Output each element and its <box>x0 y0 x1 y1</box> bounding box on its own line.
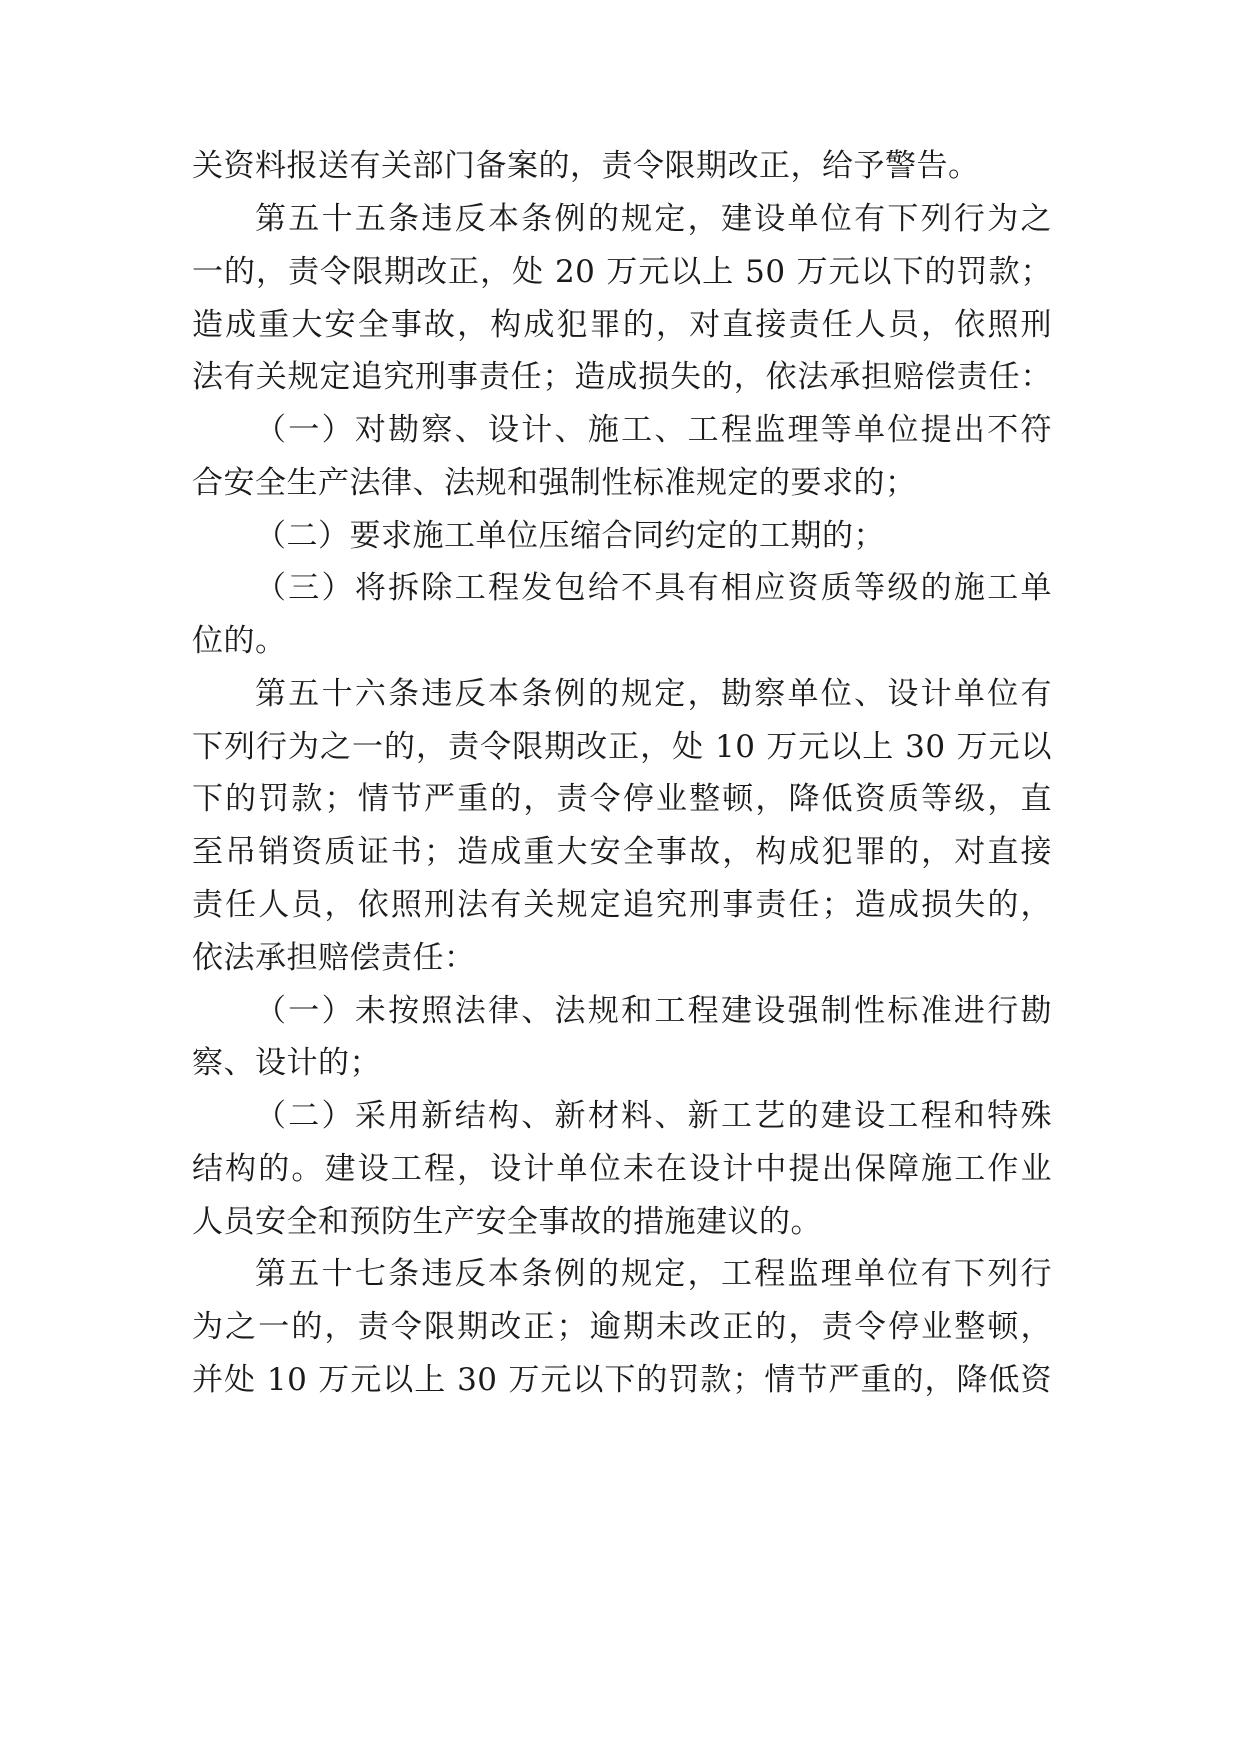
text-line: 一的，责令限期改正，处 20 万元以上 50 万元以下的罚款； <box>192 254 1052 290</box>
text-line: 位的。 <box>192 623 287 659</box>
text-line: 合安全生产法律、法规和强制性标准规定的要求的； <box>192 465 917 501</box>
text-line: 第五十五条违反本条例的规定，建设单位有下列行为之 <box>255 201 1052 237</box>
text-line: 下列行为之一的，责令限期改正，处 10 万元以上 30 万元以 <box>192 729 1052 765</box>
text-line: 第五十七条违反本条例的规定，工程监理单位有下列行 <box>255 1256 1052 1292</box>
text-line: 责任人员，依照刑法有关规定追究刑事责任；造成损失的， <box>192 887 1052 923</box>
text-line: （三）将拆除工程发包给不具有相应资质等级的施工单 <box>255 570 1052 606</box>
text-line: （一）未按照法律、法规和工程建设强制性标准进行勘 <box>255 993 1052 1029</box>
text-line: （二）要求施工单位压缩合同约定的工期的； <box>255 518 885 554</box>
text-line: 第五十六条违反本条例的规定，勘察单位、设计单位有 <box>255 676 1052 712</box>
text-line: 关资料报送有关部门备案的，责令限期改正，给予警告。 <box>192 148 980 184</box>
text-line: （二）采用新结构、新材料、新工艺的建设工程和特殊 <box>255 1098 1052 1134</box>
text-line: 至吊销资质证书；造成重大安全事故，构成犯罪的，对直接 <box>192 834 1052 870</box>
text-line: 为之一的，责令限期改正；逾期未改正的，责令停业整顿， <box>192 1309 1052 1345</box>
text-line: 并处 10 万元以上 30 万元以下的罚款；情节严重的，降低资 <box>192 1362 1052 1398</box>
text-line: 法有关规定追究刑事责任；造成损失的，依法承担赔偿责任： <box>192 359 1052 395</box>
text-line: 下的罚款；情节严重的，责令停业整顿，降低资质等级，直 <box>192 781 1052 817</box>
text-line: （一）对勘察、设计、施工、工程监理等单位提出不符 <box>255 412 1052 448</box>
text-line: 结构的。建设工程，设计单位未在设计中提出保障施工作业 <box>192 1151 1052 1187</box>
text-line: 察、设计的； <box>192 1045 381 1081</box>
text-line: 造成重大安全事故，构成犯罪的，对直接责任人员，依照刑 <box>192 307 1052 343</box>
text-line: 依法承担赔偿责任： <box>192 940 476 976</box>
text-line: 人员安全和预防生产安全事故的措施建议的。 <box>192 1204 822 1240</box>
